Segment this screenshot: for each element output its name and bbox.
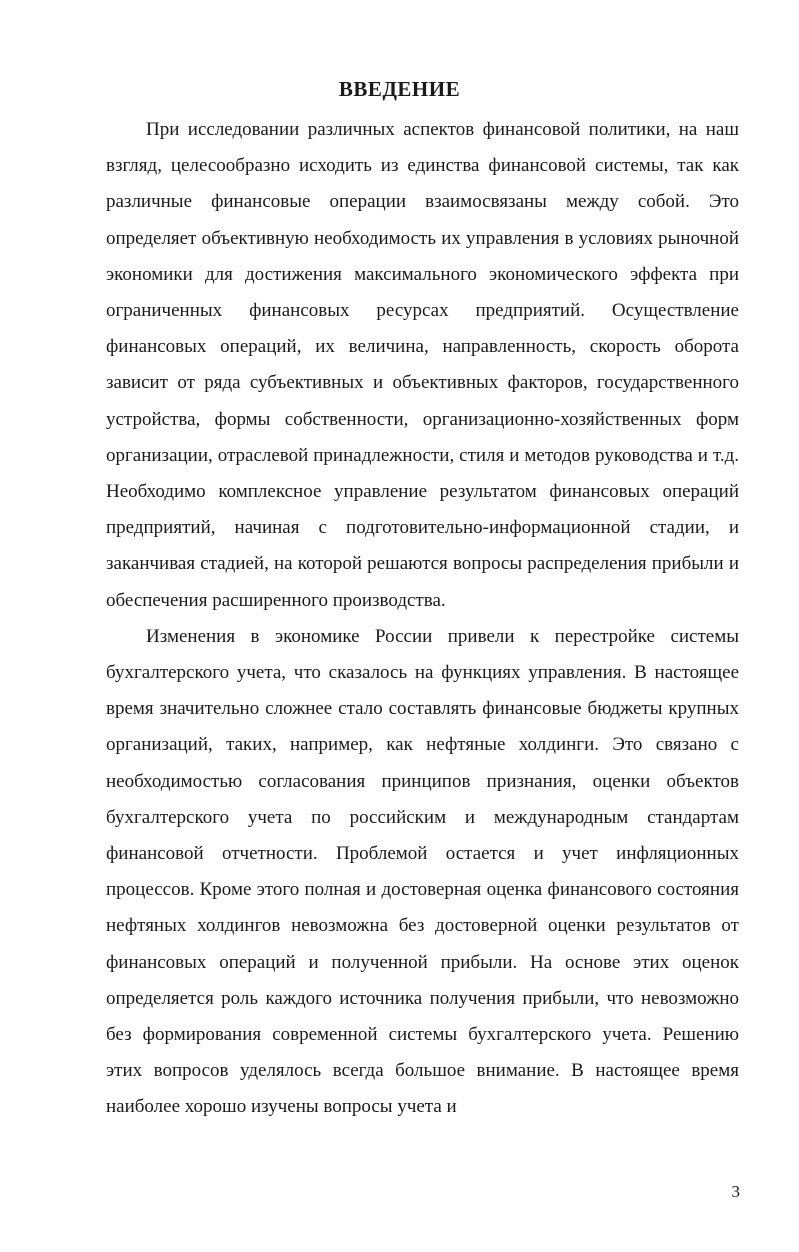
page-number: 3 (731, 1182, 740, 1201)
paragraph: При исследовании различных аспектов финансовой политики, на наш взгляд, целесообразно исходить из единства финансовой системы, так как различные финансовые операции взаимосвязаны между собой. Это определяет объективную необходимость их управления в условиях рыночной экономики для достижения максимального экономического эффекта при ограниченных финансовых ресурсах предприятий. Осуществление финансовых операций, их величина, направленность, скорость оборота зависит от ряда субъективных и объективных факторов, государственного устройства, формы собственности, организационно-хозяйственных форм организации, отраслевой принадлежности, стиля и методов руководства и т.д. Необходимо комплексное управление результатом финансовых операций предприятий, начиная с подготовительно-информационной стадии, и заканчивая стадией, на которой решаются вопросы распределения прибыли и обеспечения расширенного производства. (106, 119, 739, 611)
paragraph: Изменения в экономике России привели к перестройке системы бухгалтерского учета, что сказалось на функциях управления. В настоящее время значительно сложнее стало составлять финансовые бюджеты крупных организаций, таких, например, как нефтяные холдинги. Это связано с необходимостью согласования принципов признания, оценки объектов бухгалтерского учета по российским и международным стандартам финансовой отчетности. Проблемой остается и учет инфляционных процессов. Кроме этого полная и достоверная оценка финансового состояния нефтяных холдингов невозможна без достоверной оценки результатов от финансовых операций и полученной прибыли. На основе этих оценок определяется роль каждого источника получения прибыли, что невозможно без формирования современной системы бухгалтерского учета. Решению этих вопросов уделялось всегда большое внимание. В настоящее время наиболее хорошо изучены вопросы учета и (106, 625, 739, 1118)
body-text (106, 112, 739, 1126)
page-title: ВВЕДЕНИЕ (338, 77, 461, 101)
